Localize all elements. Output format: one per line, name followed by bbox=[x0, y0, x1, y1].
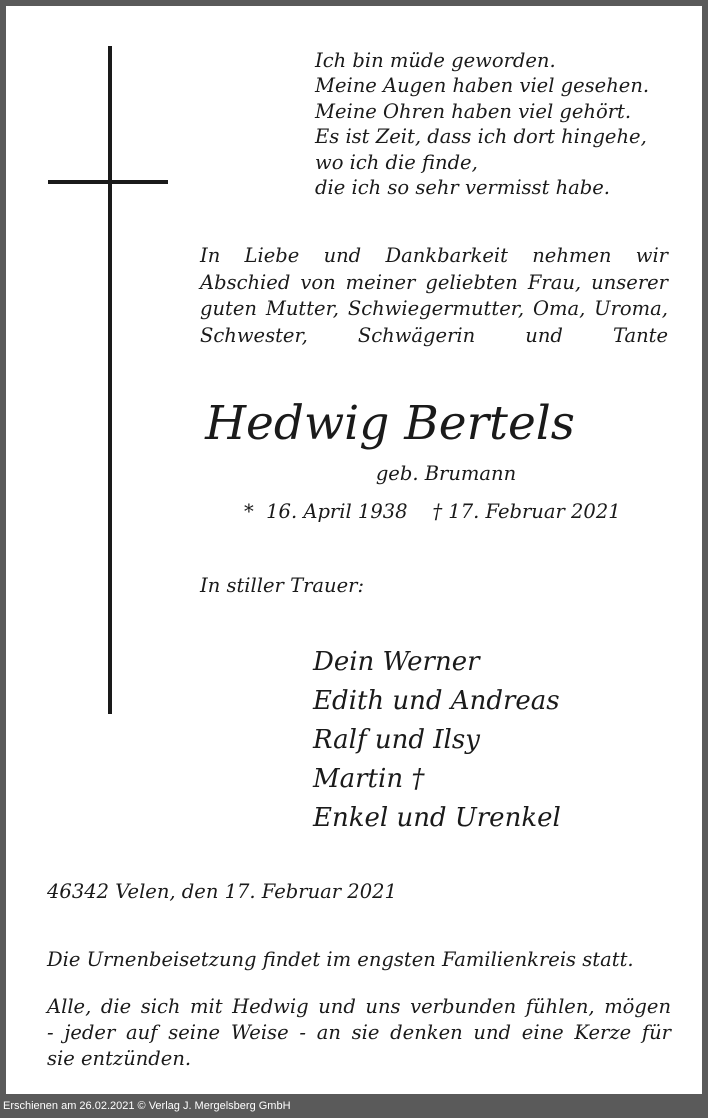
family-member: Edith und Andreas bbox=[313, 686, 560, 716]
farewell-intro: In Liebe und Dankbarkeit nehmen wir Abschied von meiner geliebten Frau, unserer guten Mutter, Schwiegermutter, Oma, Uroma, Schwester, Schwägerin und Tante bbox=[200, 244, 668, 347]
closing-line: - jeder auf seine Weise - an sie denken und eine Kerze für bbox=[47, 1021, 671, 1044]
mourning-intro: In stiller Trauer: bbox=[200, 574, 365, 597]
family-member: Martin † bbox=[313, 764, 425, 794]
family-member: Ralf und Ilsy bbox=[313, 725, 480, 755]
deceased-name: Hedwig Bertels bbox=[205, 396, 575, 451]
poem-line: die ich so sehr vermisst habe. bbox=[315, 176, 611, 200]
place-and-date: 46342 Velen, den 17. Februar 2021 bbox=[47, 880, 397, 903]
poem-line: Meine Augen haben viel gesehen. bbox=[315, 74, 650, 98]
urn-notice: Die Urnenbeisetzung findet im engsten Familienkreis statt. bbox=[47, 948, 634, 971]
closing-line: sie entzünden. bbox=[47, 1047, 192, 1070]
publication-footer: Erschienen am 26.02.2021 © Verlag J. Mergelsberg GmbH bbox=[3, 1100, 291, 1112]
maiden-name: geb. Brumann bbox=[375, 462, 517, 485]
cross-vertical-bar bbox=[108, 46, 112, 714]
death-date: † 17. Februar 2021 bbox=[432, 500, 621, 523]
family-member: Dein Werner bbox=[313, 647, 480, 677]
cross-horizontal-bar bbox=[48, 180, 168, 184]
closing-notice bbox=[47, 994, 671, 1072]
family-member: Enkel und Urenkel bbox=[313, 803, 561, 833]
poem bbox=[315, 48, 695, 200]
life-dates bbox=[244, 499, 664, 525]
poem-line: Es ist Zeit, dass ich dort hingehe, bbox=[315, 125, 647, 149]
closing-line: Alle, die sich mit Hedwig und uns verbunden fühlen, mögen bbox=[47, 995, 671, 1018]
obituary-card bbox=[6, 6, 702, 1094]
poem-line: wo ich die finde, bbox=[315, 150, 478, 174]
poem-line: Meine Ohren haben viel gehört. bbox=[315, 99, 632, 123]
poem-line: Ich bin müde geworden. bbox=[315, 49, 556, 72]
family-list bbox=[313, 643, 561, 838]
birth-date: * 16. April 1938 bbox=[244, 500, 408, 523]
